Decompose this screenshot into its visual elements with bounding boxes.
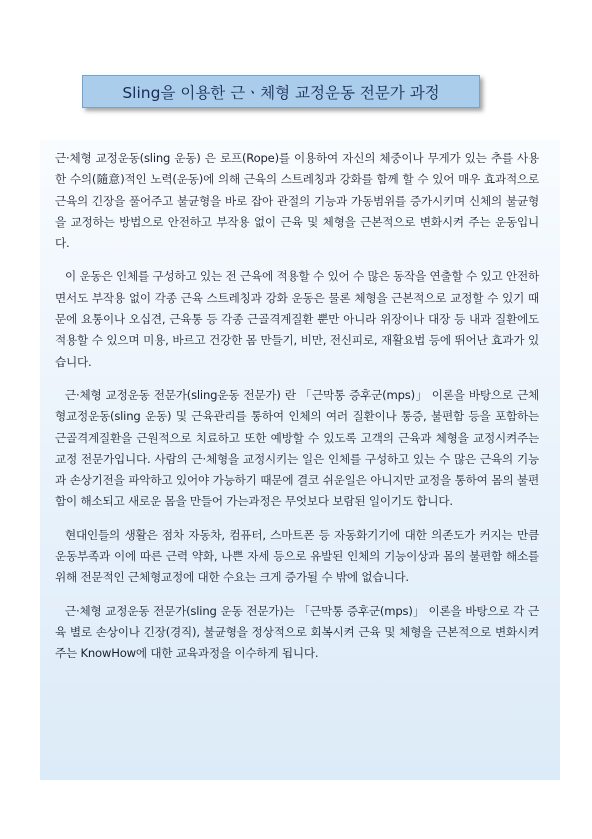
paragraph-expert-role: 근·체형 교정운동 전문가(sling운동 전문가) 란 「근막통 증후군(mps)」 이론을 바탕으로 근체형교정운동(sling 운동) 및 근육관리를 통하여 인체의 여러 질환이나 통증, 불편함 등을 포함하는 근골격계질환을 근원적으로 치료하고 또한 예방할 수 있도록 고객의 근육과 체형을 교정시켜주는 교정 전문가입니다. 사람의 근·체형을 교정시키는 일은 인체를 구성하고 있는 수 많은 근육의 기능과 손상기전을 파악하고 있어야 가능하기 때문에 결코 쉬운일은 아니지만 교정을 통하여 몸의 불편함이 해소되고 새로운 몸을 만들어 가는과정은 무엇보다 보람된 일이기도 합니다. — [55, 387, 539, 509]
page-title: Sling을 이용한 근ㆍ체형 교정운동 전문가 과정 — [122, 83, 440, 102]
title-banner — [82, 75, 480, 108]
paragraph-intro: 근·체형 교정운동(sling 운동) 은 로프(Rope)를 이용하여 자신의 체중이나 무게가 있는 추를 사용한 수의(隨意)적인 노력(운동)에 의해 근육의 스트레칭과 강화를 함께 할 수 있어 매우 효과적으로 근육의 긴장을 풀어주고 불균형을 바로 잡아 관절의 기능과 가동범위를 증가시키며 신체의 불균형을 교정하는 방법으로 안전하고 부작용 없이 근육 및 체형을 근본적으로 변화시켜 주는 운동입니다. — [55, 151, 539, 251]
body-text — [55, 148, 539, 677]
paragraph-applications: 이 운동은 인체를 구성하고 있는 전 근육에 적용할 수 있어 수 많은 동작을 연출할 수 있고 안전하면서도 부작용 없이 각종 근육 스트레칭과 강화 운동은 물론 체형을 근본적으로 교정할 수 있기 때문에 요통이나 오십견, 근육통 등 각종 근골격계질환 뿐만 아니라 위장이나 대장 등 내과 질환에도 적용할 수 있으며 미용, 바르고 건강한 몸 만들기, 비만, 전신피로, 재활요법 등에 뛰어난 효과가 있습니다. — [55, 269, 539, 369]
paragraph-curriculum: 근·체형 교정운동 전문가(sling 운동 전문가)는 「근막통 증후군(mps)」 이론을 바탕으로 각 근육 별로 손상이나 긴장(경직), 불균형을 정상적으로 회복시켜 근육 및 체형을 근본적으로 변화시켜 주는 KnowHow에 대한 교육과정을 이수하게 됩니다. — [55, 603, 539, 661]
paragraph-demand: 현대인들의 생활은 점차 자동차, 컴퓨터, 스마트폰 등 자동화기기에 대한 의존도가 커지는 만큼 운동부족과 이에 따른 근력 약화, 나쁜 자세 등으로 유발된 인체의 기능이상과 몸의 불편함 해소를 위해 전문적인 근체형교정에 대한 수요는 크게 증가될 수 밖에 없습니다. — [55, 527, 539, 585]
